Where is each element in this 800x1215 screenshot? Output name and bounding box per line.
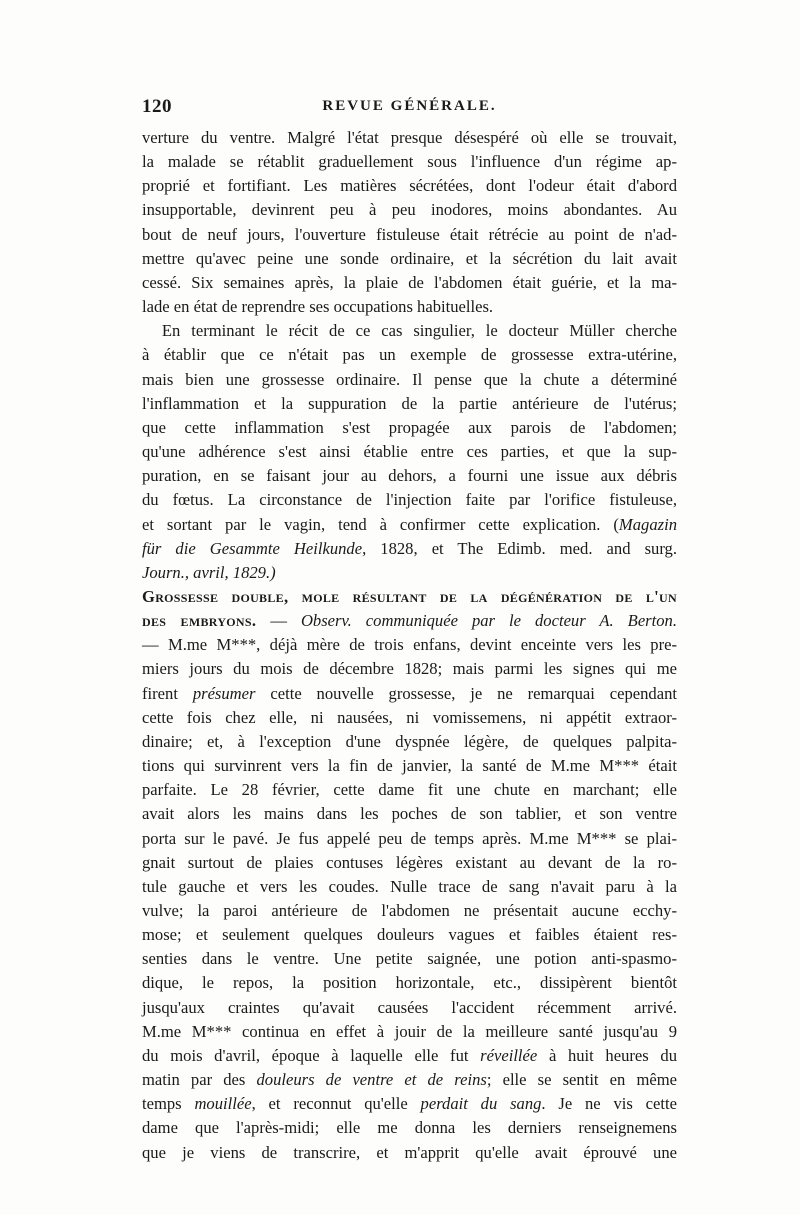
text-line: cessé. Six semaines après, la plaie de l'abdomen était guérie, et la ma- bbox=[142, 272, 677, 292]
text-line: avait alors les mains dans les poches de son tablier, et son ventre bbox=[142, 804, 677, 824]
text-line: que cette inflammation s'est propagée aux parois de l'abdomen; bbox=[142, 417, 677, 437]
text-line: gnait surtout de plaies contuses légères existant au devant de la ro- bbox=[142, 852, 677, 872]
page-number: 120 bbox=[142, 96, 172, 117]
text-segment: cette nouvelle grossesse, je ne remarquai cependant bbox=[270, 683, 678, 703]
text-line: jusqu'aux craintes qu'avait causées l'accident récemment arrivé. bbox=[142, 997, 677, 1017]
text-segment: et sortant par le vagin, tend à confirmer cette explication. ( bbox=[142, 514, 619, 534]
text-line: qu'une adhérence s'est ainsi établie entre ces parties, et que la sup- bbox=[142, 442, 677, 462]
text-line: lade en état de reprendre ses occupations habituelles. bbox=[142, 297, 494, 317]
running-head: REVUE GÉNÉRALE. bbox=[322, 98, 497, 114]
text-line: des embryons. — Observ. communiquée par le docteur A. Berton. bbox=[142, 611, 677, 631]
observation-credit: Observ. communiquée par le docteur A. Berton. bbox=[300, 611, 677, 631]
text-line: mose; et seulement quelques douleurs vagues et faibles étaient res- bbox=[142, 925, 677, 945]
text-line: parfaite. Le 28 février, cette dame fit une chute en marchant; elle bbox=[142, 780, 677, 800]
italic-perdait: perdait du sang bbox=[420, 1094, 542, 1114]
italic-reveillee: réveillée bbox=[480, 1045, 538, 1065]
text-line: proprié et fortifiant. Les matières sécrétées, dont l'odeur était d'abord bbox=[142, 176, 677, 196]
text-line: insupportable, devinrent peu à peu inodores, moins abondantes. Au bbox=[142, 200, 677, 220]
text-line bbox=[142, 682, 677, 706]
citation-date: Journ., avril, 1829.) bbox=[142, 562, 276, 582]
text-line: porta sur le pavé. Je fus appelé peu de temps après. M.me M*** se plai- bbox=[142, 828, 677, 848]
text-line: à établir que ce n'était pas un exemple de grossesse extra-utérine, bbox=[142, 345, 677, 365]
text-segment: firent bbox=[142, 683, 178, 703]
text-line: miers jours du mois de décembre 1828; mais parmi les signes qui me bbox=[142, 659, 677, 679]
text-segment: ; elle se sentit en même bbox=[486, 1070, 677, 1090]
text-line: bout de neuf jours, l'ouverture fistuleuse était rétrécie au point de n'ad- bbox=[142, 224, 677, 244]
body-text bbox=[142, 126, 677, 1165]
citation-journal-title: für die Gesammte Heilkunde bbox=[142, 538, 363, 558]
section-heading-cont: des embryons. bbox=[142, 611, 257, 631]
text-line: que je viens de transcrire, et m'apprit qu'elle avait éprouvé une bbox=[142, 1142, 677, 1162]
italic-presumer: présumer bbox=[192, 683, 256, 703]
section-heading-line bbox=[142, 585, 677, 609]
text-line: l'inflammation et la suppuration de la partie antérieure de l'utérus; bbox=[142, 393, 677, 413]
text-line: mais bien une grossesse ordinaire. Il pense que la chute a déterminé bbox=[142, 369, 677, 389]
text-line: M.me M*** continua en effet à jouir de la meilleure santé jusqu'au 9 bbox=[142, 1021, 677, 1041]
text-line bbox=[142, 1092, 677, 1116]
text-line: puration, en se faisant jour au dehors, a fourni une issue aux débris bbox=[142, 466, 677, 486]
text-line bbox=[142, 513, 677, 537]
italic-douleurs: douleurs de ventre et de reins bbox=[256, 1070, 487, 1090]
text-line bbox=[142, 537, 677, 561]
citation-magazin: Magazin bbox=[618, 514, 677, 534]
text-line: verture du ventre. Malgré l'état presque désespéré où elle se trouvait, bbox=[142, 128, 677, 147]
text-line: En terminant le récit de ce cas singulier, le docteur Müller cherche bbox=[161, 321, 677, 341]
text-line: la malade se rétablit graduellement sous l'influence d'un régime ap- bbox=[142, 152, 677, 172]
text-line: tions qui survinrent vers la fin de janvier, la santé de M.me M*** était bbox=[142, 756, 677, 776]
text-line: vulve; la paroi antérieure de l'abdomen ne présentait aucune ecchy- bbox=[142, 901, 677, 920]
text-line: dique, le repos, la position horizontale, etc., dissipèrent bientôt bbox=[142, 973, 677, 993]
text-line: cette fois chez elle, ni nausées, ni vomissemens, ni appétit extraor- bbox=[142, 707, 677, 727]
text-line bbox=[142, 1044, 677, 1068]
text-segment: à huit heures du bbox=[548, 1045, 677, 1065]
text-segment: temps bbox=[142, 1094, 182, 1114]
citation-edimb: , 1828, et The Edimb. med. and surg. bbox=[362, 538, 677, 558]
text-line: — M.me M***, déjà mère de trois enfans, devint enceinte vers les pre- bbox=[142, 635, 677, 655]
text-line: dame que l'après-midi; elle me donna les derniers renseignemens bbox=[142, 1118, 677, 1138]
text-line: tule gauche et vers les coudes. Nulle trace de sang n'avait paru à la bbox=[142, 876, 677, 896]
text-segment: , et reconnut qu'elle bbox=[251, 1094, 408, 1114]
page-header bbox=[142, 96, 677, 122]
section-heading: Grossesse double, mole résultant de la dégénération de l'un bbox=[142, 586, 677, 606]
text-segment: du mois d'avril, époque à laquelle elle fut bbox=[142, 1045, 469, 1065]
text-line bbox=[142, 561, 677, 585]
text-segment: . Je ne vis cette bbox=[541, 1094, 677, 1114]
text-line bbox=[142, 1068, 677, 1092]
italic-mouillee: mouillée bbox=[194, 1094, 252, 1114]
text-segment: matin par des bbox=[142, 1070, 246, 1090]
text-line: mettre qu'avec peine une sonde ordinaire, et la sécrétion du lait avait bbox=[142, 248, 677, 268]
text-line: dinaire; et, à l'exception d'une dyspnée légère, de quelques palpita- bbox=[142, 731, 677, 751]
text-line: senties dans le ventre. Une petite saignée, une potion anti-spasmo- bbox=[142, 949, 677, 969]
text-line: du fœtus. La circonstance de l'injection faite par l'orifice fistuleuse, bbox=[142, 490, 677, 510]
